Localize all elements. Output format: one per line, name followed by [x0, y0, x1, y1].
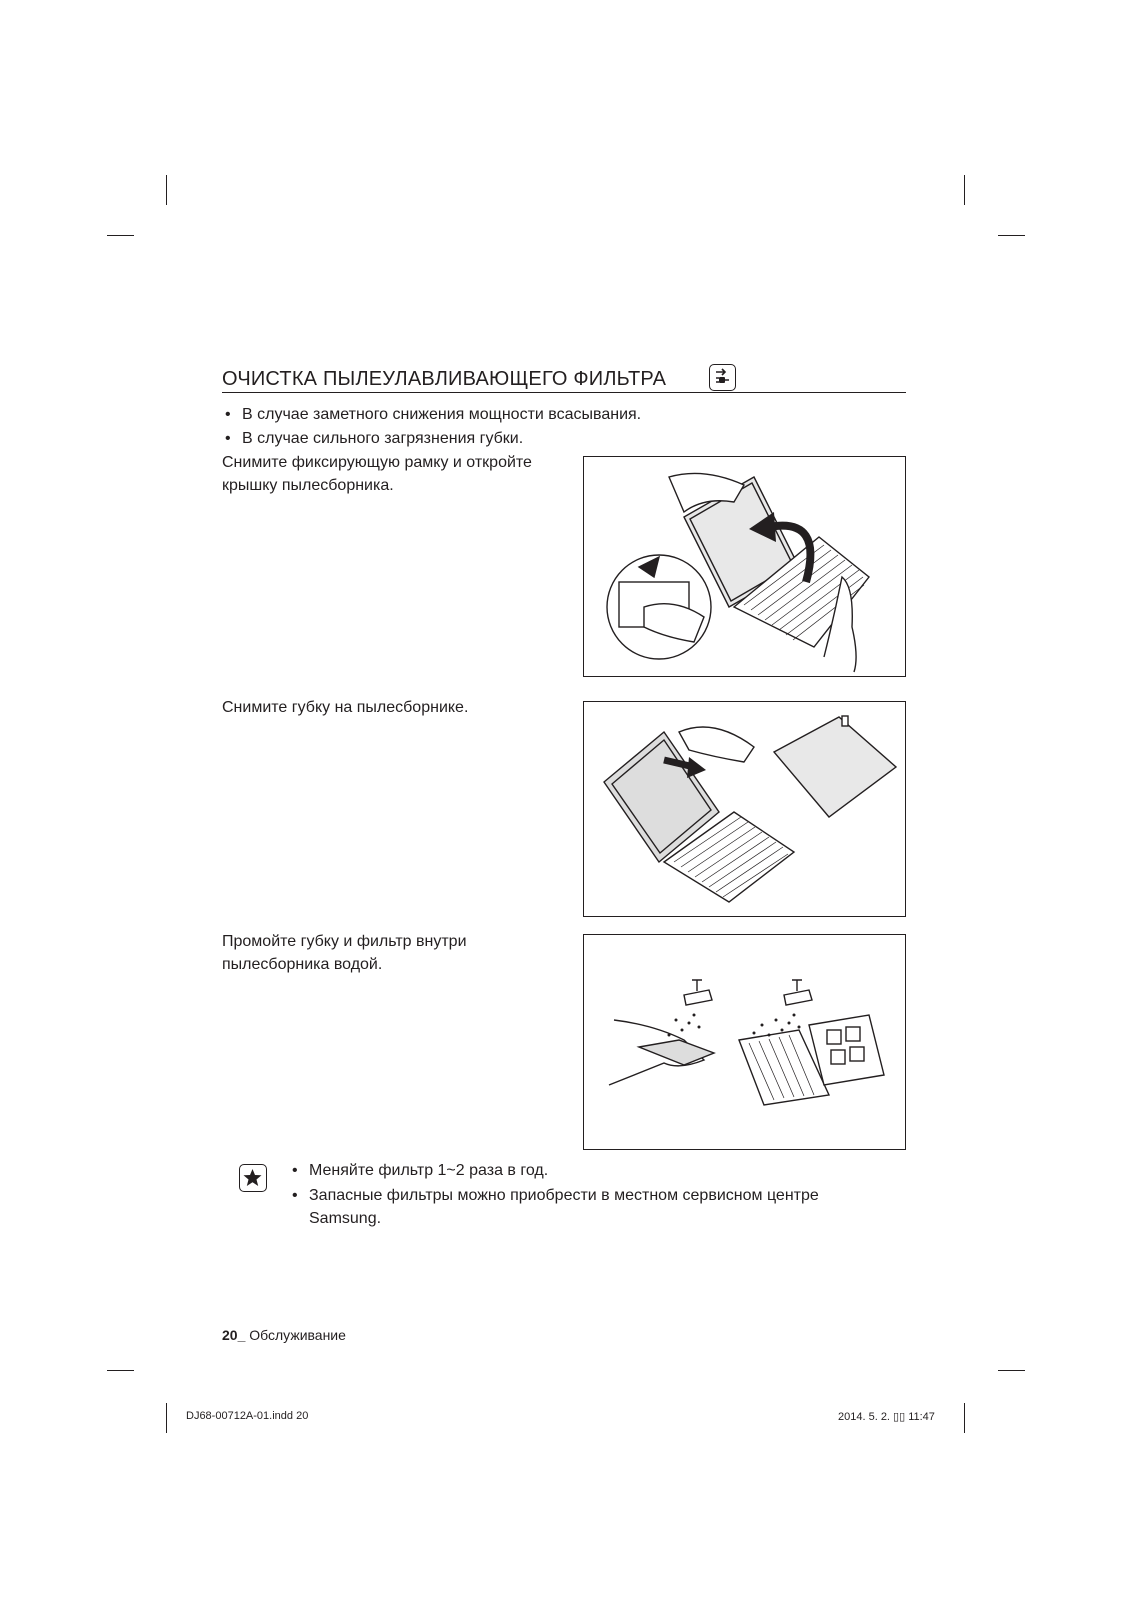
crop-mark — [166, 175, 167, 205]
list-item: • В случае сильного загрязнения губки. — [222, 427, 641, 451]
imprint-file: DJ68-00712A-01.indd 20 — [186, 1410, 309, 1422]
list-item: • Меняйте фильтр 1~2 раза в год. — [289, 1159, 889, 1182]
unplug-icon — [709, 364, 736, 391]
step-3-illustration — [583, 934, 906, 1150]
crop-mark — [107, 235, 134, 236]
list-item: • Запасные фильтры можно приобрести в местном сервисном центре Samsung. — [289, 1184, 889, 1230]
step-1-illustration — [583, 456, 906, 677]
page-footer — [222, 1327, 346, 1343]
crop-mark — [107, 1370, 134, 1371]
crop-mark — [998, 1370, 1025, 1371]
crop-mark — [166, 1403, 167, 1433]
crop-mark — [964, 175, 965, 205]
crop-mark — [964, 1403, 965, 1433]
footer-section-name: Обслуживание — [249, 1327, 346, 1343]
imprint-datetime: 2014. 5. 2. ▯▯ 11:47 — [838, 1411, 935, 1423]
section-title: ОЧИСТКА ПЫЛЕУЛАВЛИВАЮЩЕГО ФИЛЬТРА — [222, 368, 667, 390]
step-2-illustration — [583, 701, 906, 917]
step-1-text: Снимите фиксирующую рамку и откройте крышку пылесборника. — [222, 454, 532, 494]
crop-mark — [998, 235, 1025, 236]
conditions-list — [222, 403, 641, 451]
star-note-icon — [239, 1164, 267, 1192]
page-number: 20_ — [222, 1327, 246, 1343]
step-3-text: Промойте губку и фильтр внутри пылесборника водой. — [222, 933, 467, 973]
title-divider — [222, 392, 906, 393]
notes-list — [289, 1159, 889, 1232]
list-item: • В случае заметного снижения мощности всасывания. — [222, 403, 641, 427]
step-2-text: Снимите губку на пылесборнике. — [222, 699, 469, 716]
